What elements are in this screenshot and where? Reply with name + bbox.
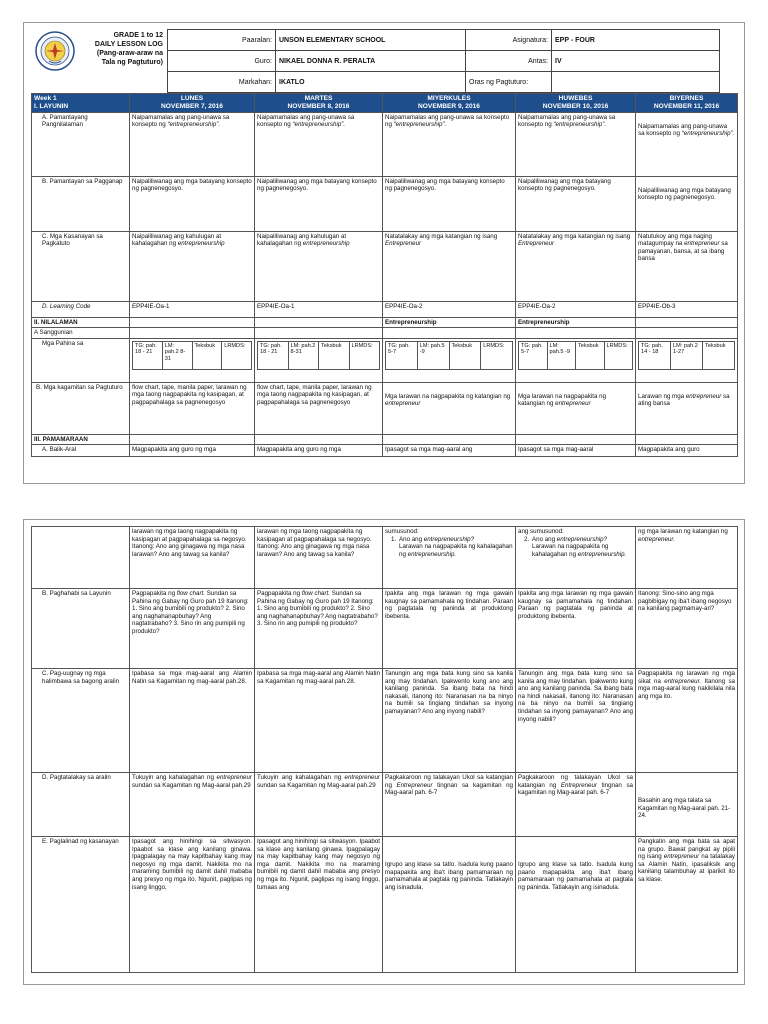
table-cell: Naipaliliwanag ang mga batayang konsepto ng pagnenegosyo. [516,176,636,231]
cell-text: Pangkatin ang mga bata sa apat na grupo. Bawat pangkat ay pipili ng isang [638,838,735,861]
day-date: NOVEMBER 11, 2016 [653,102,720,110]
tg-pages: TG: pah. 14 - 18 [639,341,671,369]
cell-text: Naipaliliwanag ang kahulugan at kahalagahan ng [257,232,347,248]
textbook: Teksbuk [576,341,605,369]
lm-pages: LM: pah.2 1-27 [671,341,703,369]
table-row [32,773,738,837]
table-cell [516,434,636,445]
table-cell: larawan ng mga taong nagpapakita ng kasipagan at pagpapahalaga sa negosyo. Itanong: Ano ang ginagawa ng mga nasa larawan? Ano ang tawag sa kanila? [130,527,255,589]
reference-mini-table [132,341,252,370]
row-label: E. Paglalinad ng kasanayan [32,837,130,973]
lrmds: LRMDS: [481,341,513,369]
reference-mini-table [257,341,380,370]
table-cell [383,231,516,301]
table-cell: Tanungin ang mga bata kung sino sa kanila ang may tindahan. Ipakwento kung ano ang kanilang paninda. Sa ibang bata na hindi nakasali, itanong ito: Naranasan na ba ninyo na bumili sa tingiang tindahan sa inyong pamayanan? Ano ang inyong nabili? [516,669,636,773]
cell-text: tingnan sa kagamitan ng Mag-aaral pah. 6-7 [518,781,633,797]
cell-text: Ano ang [532,535,556,543]
numbered-item [385,536,513,544]
cell-text: Larawan ng mga [638,392,685,400]
cell-italic: entrepreneurship. [407,550,457,558]
reference-cell [636,338,738,382]
day-name: MARTES [304,95,333,102]
table-cell [516,527,636,589]
day-name: BIYERNES [669,95,704,102]
table-cell [516,382,636,434]
table-cell: Ipabasa sa mga mag-aaral ang Alamin Natin sa Kagamitan ng mag-aaral pah.28. [130,669,255,773]
cell-text: Larawan na nagpapakita ng kahalagahan ng [532,543,609,558]
grade-label: Antas: [466,51,552,72]
info-row [168,30,720,51]
table-row [32,328,738,339]
table-cell: Ipakita ang mga larawan ng mga gawain kaugnay sa pamamahala ng tindahan. Paraan ng pagtatala ng paninda at produktong ibebenta. [383,589,516,669]
textbook: Teksbuk [703,341,735,369]
table-cell [516,328,636,339]
table-cell [636,317,738,328]
lrmds: LRMDS: [222,341,252,369]
reference-cell [383,338,516,382]
section-label: II. NILALAMAN [32,317,130,328]
day-header-friday [636,94,738,113]
day-date: NOVEMBER 9, 2016 [418,102,480,110]
deped-seal-icon [35,31,75,71]
title-line: (Pang-araw-araw na [96,50,163,57]
table-row [32,176,738,231]
reference-mini-table [518,341,633,370]
subject-label: Asignatura: [466,30,552,51]
table-row [32,589,738,669]
table-row [32,231,738,301]
day-header-thursday [516,94,636,113]
table-cell: Entrepreneurship [383,317,516,328]
table-cell [636,434,738,445]
cell-text: Natatalakay ang mga katangian ng isang [518,232,631,240]
row-label: A. Balik-Aral [32,445,130,457]
document-title [79,29,167,93]
reference-mini-table [385,341,513,370]
cell-text: Naipaliliwanag ang kahulugan at kahalagahan ng [132,232,222,248]
cell-text: Ano ang [399,535,423,543]
cell-italic: entrepreneurship? [556,535,608,543]
cell-text: Natutukoy ang mga naging matagumpay na [638,232,712,248]
table-cell [636,837,738,973]
table-cell [516,231,636,301]
table-row [32,837,738,973]
row-label: A Sanggunian [32,328,130,339]
table-cell: Ipakita ang mga larawan ng mga gawain kaugnay sa pamamahala ng tindahan. Paraan ng pagtatala ng paninda at produktong ibebenta. [516,589,636,669]
section-row [32,317,738,328]
row-label: B. Mga kagamitan sa Pagtuturo [32,382,130,434]
reference-cell [255,338,383,382]
cell-italic: entrepreneur. [638,535,675,543]
school-label: Paaralan: [168,30,276,51]
table-cell: Itanong: Sino-sino ang mga pagbibigay ng iba't ibang negosyo na kanilang pagmamay-ari? [636,589,738,669]
table-cell [636,328,738,339]
lm-pages: LM: pah.2 8-31 [162,341,192,369]
table-cell: flow chart, tape, manila paper, larawan ng mga taong nagpapakita ng kasipagan, at pagpapahalaga sa pagnenegosyo [255,382,383,434]
table-cell [255,112,383,176]
section-label: III. PAMAMARAAN [32,434,130,445]
cell-subtext [385,543,513,558]
table-cell [130,773,255,837]
cell-text: Larawan na nagpapakita ng kahalagahan ng [399,543,513,558]
table-cell [636,382,738,434]
cell-text: tingnan sa kagamitan ng Mag-aaral pah. 6-7 [385,781,513,797]
table-cell [516,773,636,837]
info-row [168,51,720,72]
cell-text: Pagpapakita ng [132,590,176,597]
numbered-item [518,536,633,544]
cell-subtext [518,543,633,558]
tg-pages: TG: pah. 5-7 [386,341,418,369]
table-cell: Magpapakita ang guro [636,445,738,457]
learning-code: EPP4IE-Ob-3 [636,301,738,317]
table-cell [383,382,516,434]
cell-italic: flow chart. [301,590,330,597]
lesson-log-page-2 [23,519,745,985]
table-cell [383,434,516,445]
cell-text: Sundan sa Pahina ng Gabay ng Guro pah 19 Itanong: 1. Sino ang bumibili ng produkto? 2. Sino ang naghahanapbuhay? Ang nagtatrabaho? 3. Sino rin ang pumipili ng produkto? [257,590,378,628]
table-cell [383,328,516,339]
cell-italic: Entrepreneur [518,240,555,248]
cell-text: Naipamamalas ang pang-unawa sa konsepto ng [518,113,616,129]
cell-italic: “entrepreneurship”. [393,121,447,129]
cell-text: Naipamamalas ang pang-unawa sa konsepto ng [385,113,510,129]
cell-text: Pagkakaroon ng talakayan Ukol sa katangian ng [385,774,513,789]
table-header-row [32,94,738,113]
section-row [32,434,738,445]
cell-italic: flow chart. [176,590,205,597]
table-row [32,338,738,382]
table-cell [130,434,255,445]
learning-code: EPP4IE-Oa-1 [255,301,383,317]
reference-cell [130,338,255,382]
table-row [32,527,738,589]
item-number: 2. [524,535,530,543]
cell-text: sundan sa Kagamitan ng Mag-aaral pah.29 [257,781,376,789]
day-name: HUWEBES [558,95,593,102]
day-date: NOVEMBER 7, 2016 [161,102,223,110]
quarter-value: IKATLO [276,72,466,93]
cell-italic: entrepreneur [684,240,720,248]
cell-text: Naipamamalas ang pang-unawa sa konsepto ng [638,122,728,138]
table-cell [130,589,255,669]
title-line: DAILY LESSON LOG [94,41,163,48]
cell-italic: entrepreneur [555,400,591,408]
reference-cell [516,338,636,382]
cell-text: Pagpapakita ng [257,590,301,597]
table-cell: Magpapakita ang guro ng mga [255,445,383,457]
teacher-label: Guro: [168,51,276,72]
table-cell [255,434,383,445]
cell-text: sumusunod: [385,528,419,535]
cell-italic: “entrepreneurship”. [292,121,346,129]
cell-text: Natatalakay ang mga katangian ng isang [385,232,498,240]
table-cell [255,773,383,837]
info-row [168,72,720,93]
time-value [552,72,720,93]
day-header-monday [130,94,255,113]
row-label [32,527,130,589]
table-cell [130,231,255,301]
table-cell: Igrupo ang klase sa tatlo. Isadula kung paano mapapakita ang iba't ibang pamamaraan ng pamamahala at pagtala ng paninda. Tatlakayin ang isinadula. [516,837,636,973]
textbook: Teksbuk [319,341,350,369]
cell-text: sa pamayanan, bansa, at sa ibang bansa [638,240,728,263]
table-cell: Naipaliliwanag ang mga batayang konsepto ng pagnenegosyo. [255,176,383,231]
lm-pages: LM: pah.5 -9 [417,341,449,369]
day-name: LUNES [180,95,204,102]
table-cell [130,328,255,339]
cell-text: sa ating bansa [638,392,730,408]
textbook: Teksbuk [449,341,481,369]
table-cell: Basahin ang mga talata sa Kagamitan ng Mag-aaral pah. 21- 24. [636,773,738,837]
cell-text: na tatalakay sa Alamin Natin, ipasaliksik ang kanilang talambuhay at iparikit ito sa klase. [638,853,735,883]
cell-text: Naipamamalas ang pang-unawa sa konsepto ng [257,113,355,129]
school-value: UNSON ELEMENTARY SCHOOL [276,30,466,51]
cell-italic: Entrepreneur [560,781,597,789]
table-row [32,301,738,317]
cell-italic: entrepreneurship? [423,535,475,543]
title-line: GRADE 1 to 12 [113,32,163,39]
cell-italic: “entrepreneurship”. [553,121,607,129]
textbook: Teksbuk [192,341,222,369]
table-cell [130,112,255,176]
cell-italic: entrepreneurship [302,240,350,248]
cell-italic: “entrepreneurship”. [167,121,221,129]
learning-code: EPP4IE-Oa-2 [383,301,516,317]
cell-text: Tukuyin ang kahalagahan ng [257,774,342,781]
teacher-value: NIKAEL DONNA R. PERALTA [276,51,466,72]
table-cell: Naipaliliwanag ang mga batayang konsepto ng pagnenegosyo. [636,176,738,231]
table-cell [255,231,383,301]
table-cell: Naipaliliwanag ang mga batayang konsepto ng pagnenegosyo. [130,176,255,231]
table-row [32,382,738,434]
lrmds: LRMDS: [604,341,633,369]
learning-code: EPP4IE-Oa-2 [516,301,636,317]
table-cell [255,589,383,669]
cell-text: Pagpapakita ng larawan ng mga sikat na [638,670,735,685]
table-cell: Igrupo ang klase sa tatlo. Isadula kung paano mapapakita ang iba't ibang pamamaraan ng pamamahala at pagtala ng paninda. Tatlakayin ang isinadula. [383,837,516,973]
grade-value: IV [552,51,720,72]
table-cell: larawan ng mga taong nagpapakita ng kasipagan at pagpapahalaga sa negosyo. Itanong: Ano ang ginagawa ng mga nasa larawan? Ano ang tawag sa kanila? [255,527,383,589]
day-date: NOVEMBER 10, 2016 [542,102,609,110]
week-header [32,94,130,113]
table-cell [383,527,516,589]
cell-italic: entrepreneurship [177,240,225,248]
title-line: Tala ng Pagtuturo) [101,59,163,66]
day-header-tuesday [255,94,383,113]
table-cell: flow chart, tape, manila paper, larawan ng mga taong nagpapakita ng kasipagan, at pagpapahalaga sa pagnenegosyo [130,382,255,434]
row-label: A. Pamantayang Pangnilalaman [32,112,130,176]
day-date: NOVEMBER 8, 2016 [287,102,350,110]
cell-italic: entrepreneur [216,774,252,781]
table-cell [636,231,738,301]
cell-italic: entrepreneurship. [577,550,627,558]
table-cell [636,669,738,773]
table-row [32,669,738,773]
table-cell: Ipasagot ang hinihingi sa sitwasyon. Ipaabot sa klase ang kanilang ginawa. Ipagpalagay na may kapitbahay kang may negosyo ng mga damit. Nakikita mo na maraming bumibili ng damit dahil mababa ang presyo ng mga ito. Ngunit, paglipas ng isang linggo, tumaas ang [255,837,383,973]
table-cell [255,328,383,339]
lm-pages: LM: pah.5 -9 [547,341,576,369]
table-cell: Magpapakita ang guro ng mga [130,445,255,457]
tg-pages: TG: pah. 18 - 21 [133,341,163,369]
subject-value: EPP - FOUR [552,30,720,51]
table-cell: Ipasagot sa mga mag-aaral ang [383,445,516,457]
table-cell [255,317,383,328]
lesson-log-page-1 [23,22,745,484]
day-header-wednesday [383,94,516,113]
lrmds: LRMDS: [349,341,380,369]
table-cell [130,317,255,328]
cell-text: sundan sa Kagamitan ng Mag-aaral pah.29 [132,781,251,789]
table-cell: Entrepreneurship [516,317,636,328]
cell-text: Naipamamalas ang pang-unawa sa konsepto ng [132,113,230,129]
cell-italic: “entrepreneurship”. [681,130,735,138]
table-cell: Ipasagot ang hinihingi sa sitwasyon. Ipaabot sa klase ang kanilang ginawa. Ipagpalagay na may kapitbahay kang may negosyo ng mga damit. Nakikita mo na maraming bumibili ng damit dahil mababa ang presyo ng mga ito. Ngunit, paglipas ng isang linggo, [130,837,255,973]
lm-pages: LM: pah.2 8-31 [288,341,319,369]
cell-italic: entrepreneur [385,400,421,408]
lesson-table-page-2 [31,526,738,973]
table-row [32,445,738,457]
time-label: Oras ng Pagtuturo: [466,72,552,93]
row-label: B. Paghahabi sa Layunin [32,589,130,669]
row-label: D. Learning Code [32,301,130,317]
cell-text: Itanong sa mga mag-aaral kung nakikilala nila ang mga ito. [638,677,735,700]
cell-text: Sundan sa Pahina ng Gabay ng Guro pah 19 Itanong: 1. Sino ang bumibili ng produkto? 2. Sino ang naghahanapbuhay? Ang nagtatrabaho? 3. Sino rin ang pumipili ng produkto? [132,590,249,635]
row-label: C. Mga Kasanayan sa Pagkatuto [32,231,130,301]
table-cell: Naipaliliwanag ang mga batayang konsepto ng pagnenegosyo. [383,176,516,231]
lesson-table-page-1 [31,93,738,457]
row-label: D. Pagtatalakay sa aralin [32,773,130,837]
cell-text: Tukuyin ang kahalagahan ng [132,774,214,781]
info-table [167,29,720,93]
row-label: Mga Pahina sa [32,338,130,382]
table-cell [383,773,516,837]
cell-italic: entrepreneur [344,774,380,781]
table-cell [636,112,738,176]
cell-text: Mga larawan na nagpapakita ng katangian ng [518,392,607,408]
cell-italic: Entrepreneur [385,240,422,248]
table-cell [636,527,738,589]
table-cell [516,112,636,176]
quarter-label: Markahan: [168,72,276,93]
cell-text: Mga larawan na nagpapakita ng katangian ng [385,392,511,400]
row-label: B. Pamantayan sa Pagganap [32,176,130,231]
table-cell: Ipasagot sa mga mag-aaral [516,445,636,457]
day-name: MIYERKULES [427,95,471,102]
cell-italic: entrepreneur. [664,677,702,685]
row-label: C. Pag-uugnay ng mga halimbawa sa bagong aralin [32,669,130,773]
cell-text: ng mga larawan ng katangian ng [638,528,728,535]
tg-pages: TG: pah. 5-7 [519,341,548,369]
table-cell: Ipabasa sa mga mag-aaral ang Alamin Natin sa Kagamitan ng mag-aaral pah.28. [255,669,383,773]
learning-code: EPP4IE-Oa-1 [130,301,255,317]
cell-italic: entrepreneur [685,392,722,400]
cell-text: Pagkakaroon ng talakayan Ukol sa katangian ng [518,774,633,789]
cell-italic: entrepreneur [663,853,700,861]
cell-text: ang sumusunod: [518,528,564,535]
cell-italic: Entrepreneur [396,781,433,789]
tg-pages: TG: pah. 18 - 21 [258,341,289,369]
table-cell: Tanungin ang mga bata kung sino sa kanila ang may tindahan. Ipakwento kung ano ang kanilang paninda. Sa ibang bata na hindi nakasali, itanong ito: Naranasan na ba ninyo na bumili sa tingiang tindahan sa inyong pamayanan? Ano ang inyong nabili? [383,669,516,773]
reference-mini-table [638,341,735,370]
objectives-label: I. LAYUNIN [34,102,69,110]
document-header [31,29,737,93]
table-row [32,112,738,176]
table-cell [383,112,516,176]
week-label: Week 1 [34,95,57,102]
item-number: 1. [391,535,397,543]
